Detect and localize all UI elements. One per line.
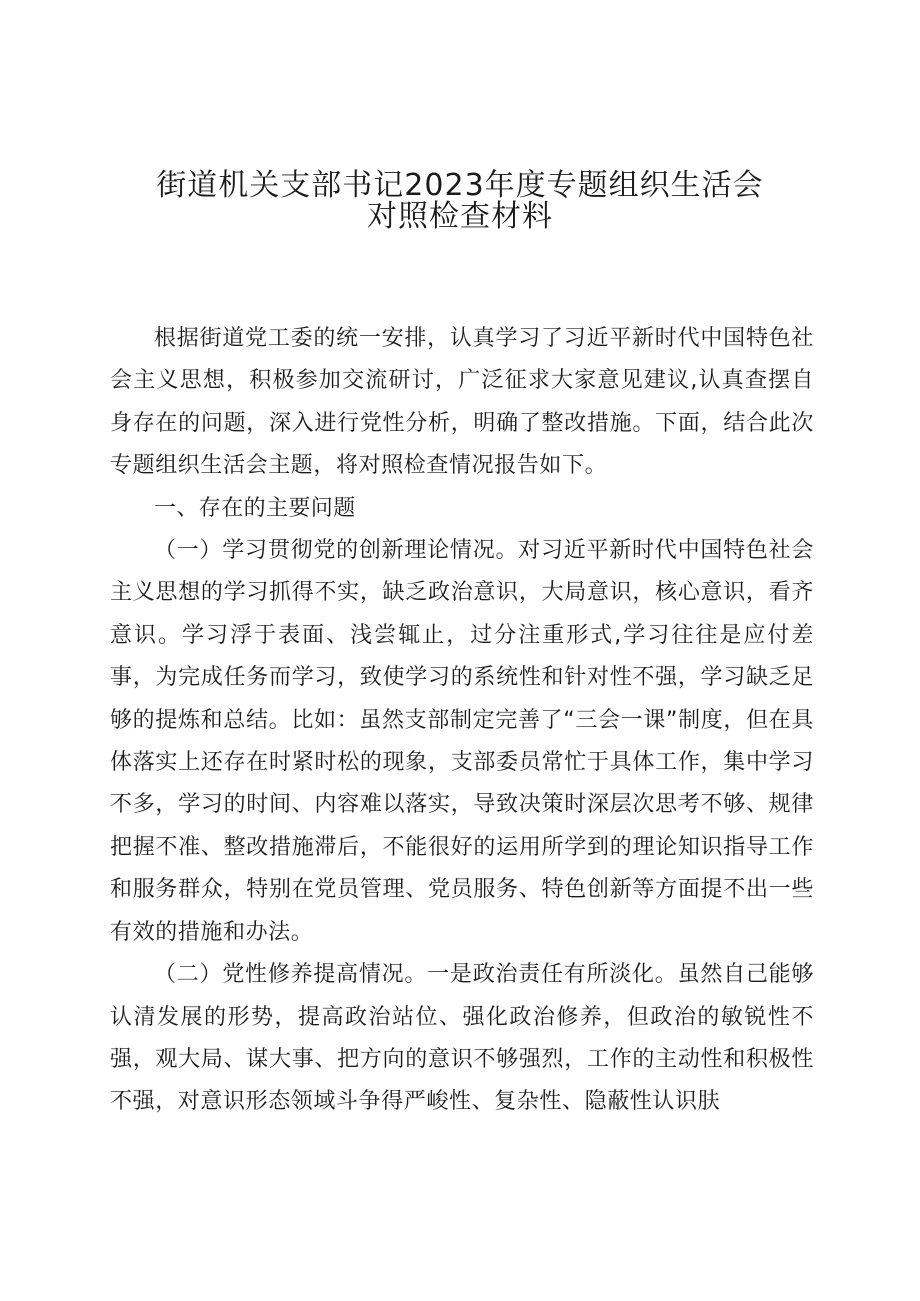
document-title-line-2: 对照检查材料 — [367, 199, 553, 234]
section-item-paragraph-1: （一）学习贯彻党的创新理论情况。对习近平新时代中国特色社会主义思想的学习抓得不实，缺乏政治意识，大局意识，核心意识，看齐意识。学习浮于表面、浅尝辄止，过分注重形式,学习往往是应付差事，为完成任务而学习，致使学习的系统性和针对性不强，学习缺乏足够的提炼和总结。比如：虽然支部制定完善了“三会一课”制度，但在具体落实上还存在时紧时松的现象，支部委员常忙于具体工作，集中学习不多，学习的时间、内容难以落实，导致决策时深层次思考不够、规律把握不准、整改措施滞后，不能很好的运用所学到的理论知识指导工作和服务群众，特别在党员管理、党员服务、特色创新等方面提不出一些有效的措施和办法。 — [110, 538, 814, 945]
document-title-line-1: 街道机关支部书记2023年度专题组织生活会 — [156, 168, 764, 203]
document-body — [110, 318, 814, 1124]
intro-paragraph: 根据街道党工委的统一安排，认真学习了习近平新时代中国特色社会主义思想，积极参加交流研讨，广泛征求大家意见建议,认真查摆自身存在的问题，深入进行党性分析，明确了整改措施。下面，结合此次专题组织生活会主题，将对照检查情况报告如下。 — [110, 326, 814, 479]
section-heading: 一、存在的主要问题 — [154, 495, 356, 521]
section-item-paragraph-2: （二）党性修养提高情况。一是政治责任有所淡化。虽然自己能够认清发展的形势，提高政治站位、强化政治修养，但政治的敏锐性不强，观大局、谋大事、把方向的意识不够强烈，工作的主动性和积极性不强，对意识形态领域斗争得严峻性、复杂性、隐蔽性认识肤 — [110, 962, 814, 1115]
